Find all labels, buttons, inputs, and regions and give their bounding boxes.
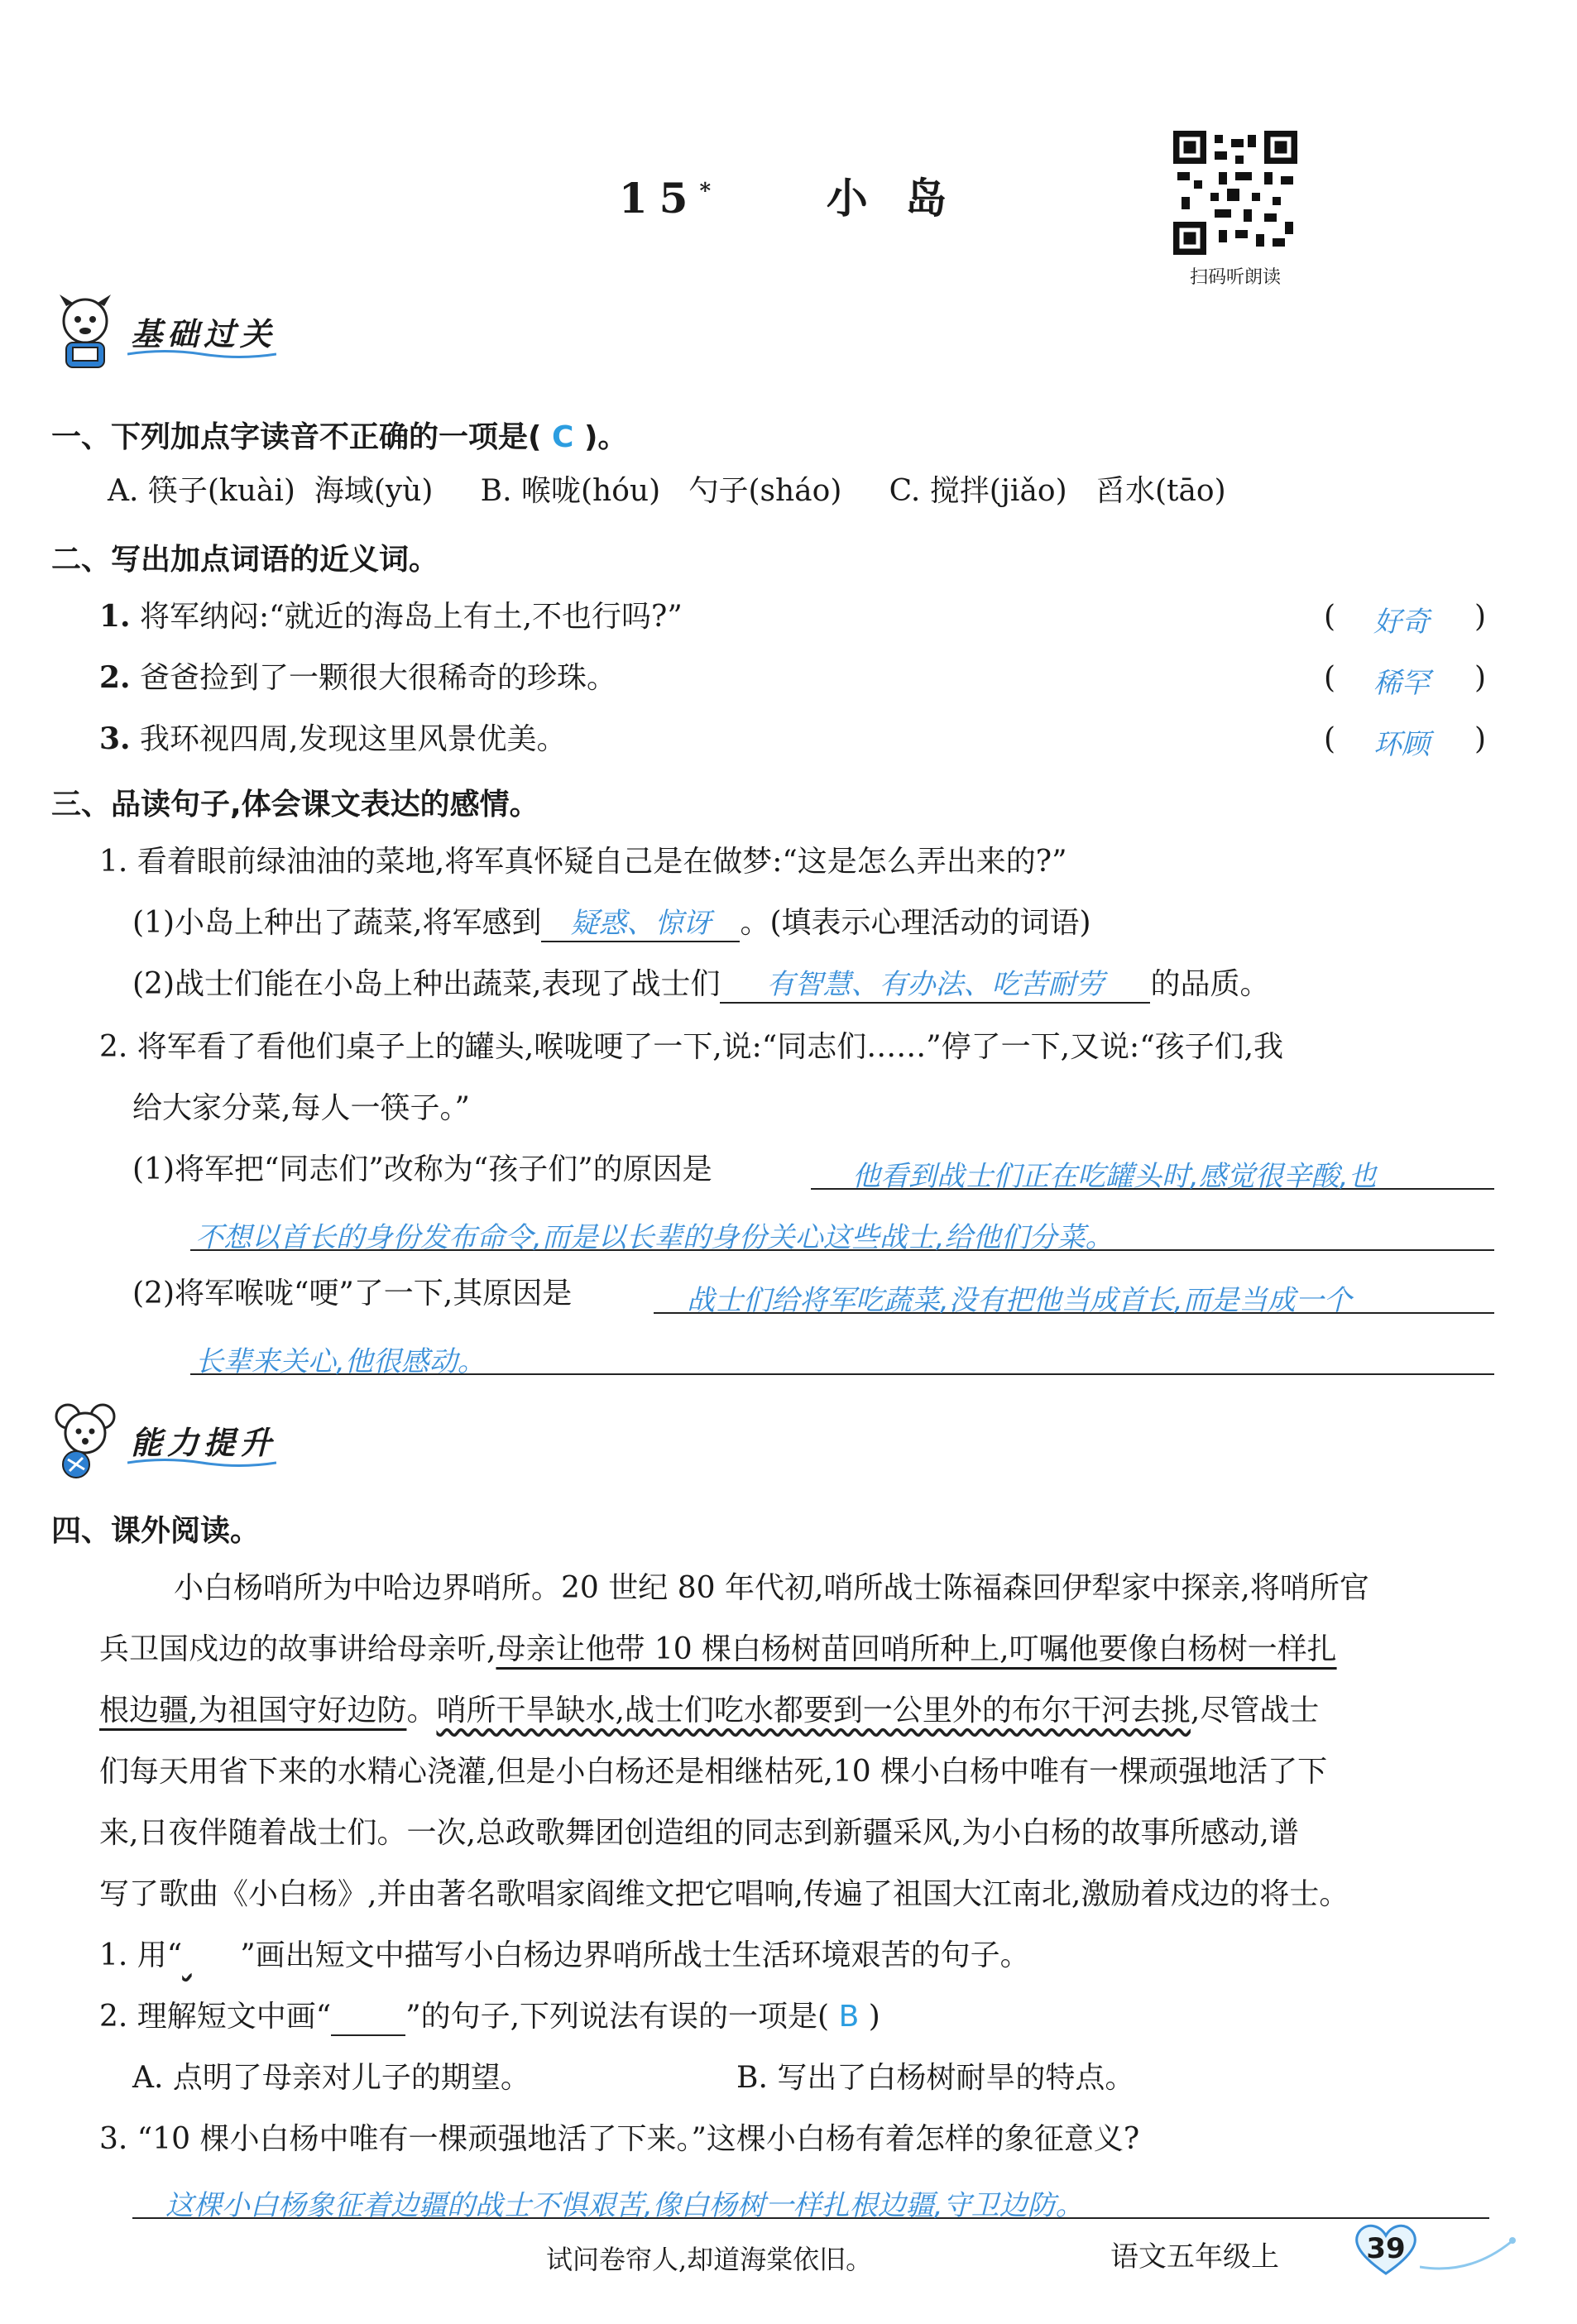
q3-2-2-answer-a: 战士们给将军吃蔬菜,没有把他当成首长,而是当成一个 (687, 1284, 1352, 1317)
q3-1-2-answer: 有智慧、有办法、吃苦耐劳 (766, 968, 1105, 1001)
mascot-goat-icon (48, 290, 122, 372)
section-title-ability: 能力提升 (131, 1424, 277, 1461)
q4-stem: 四、课外阅读。 (51, 1514, 261, 1548)
q2-answer-3: 环顾 (1373, 728, 1430, 761)
q2-answer-2: 稀罕 (1373, 667, 1430, 700)
q2-paren-close: ) (1474, 661, 1487, 695)
lesson-mark: * (699, 179, 723, 204)
q1-answer: C (552, 420, 574, 454)
section-badge-ability (48, 1398, 276, 1481)
footer-swoosh-icon (1420, 2234, 1519, 2275)
passage-line-4: 们每天用省下来的水精心浇灌,但是小白杨还是相继枯死,10 棵小白杨中唯有一棵顽强地活了下 (99, 1755, 1328, 1789)
q3-1-1: (1)小岛上种出了蔬菜,将军感到 疑惑、惊讶 。(填表示心理活动的词语) (132, 905, 1091, 942)
q4-item-1: 1. 用“ ”画出短文中描写小白杨边界哨所战士生活环境艰苦的句子。 (99, 1938, 1030, 1972)
q3-sentence-2a: 2. 将军看了看他们桌子上的罐头,喉咙哽了一下,说:“同志们……”停了一下,又说:“孩子们,我 (99, 1030, 1284, 1064)
passage-line-1: 小白杨哨所为中哈边界哨所。20 世纪 80 年代初,哨所战士陈福森回伊犁家中探亲,将哨所官 (174, 1571, 1369, 1605)
section-underline-icon (127, 348, 276, 360)
lesson-name: 小 岛 (826, 174, 959, 223)
mascot-mouse-icon (48, 1398, 122, 1481)
lesson-title (0, 165, 1577, 225)
q2-item-3: 3. 我环视四周,发现这里风景优美。 (99, 721, 567, 756)
section-underline-icon (127, 1457, 276, 1469)
q3-1-1-answer: 疑惑、惊讶 (570, 907, 712, 940)
q4-item-2-answer: B (838, 2000, 860, 2034)
q3-2-1: (1)将军把“同志们”改称为“孩子们”的原因是 (132, 1152, 712, 1186)
q3-2-2: (2)将军喉咙“哽”了一下,其原因是 (132, 1277, 573, 1311)
q3-sentence-2b: 给大家分菜,每人一筷子。” (132, 1091, 470, 1125)
q2-answer-1: 好奇 (1373, 606, 1430, 639)
q2-paren-close: ) (1474, 722, 1487, 756)
q2-paren-close: ) (1474, 600, 1487, 634)
passage-line-5: 来,日夜伴随着战士们。一次,总政歌舞团创造组的同志到新疆采风,为小白杨的故事所感动,谱 (99, 1816, 1299, 1850)
wavy-underlined-sentence: 哨所干旱缺水,战士们吃水都要到一公里外的布尔干河去挑 (436, 1694, 1191, 1727)
q4-item-3-answer: 这棵小白杨象征着边疆的战士不惧艰苦,像白杨树一样扎根边疆,守卫边防。 (165, 2189, 1084, 2222)
qr-code-icon[interactable] (1173, 131, 1297, 255)
section-badge-basic (48, 290, 276, 372)
passage-line-6: 写了歌曲《小白杨》,并由著名歌唱家阎维文把它唱响,传遍了祖国大江南北,激励着戍边的将士。 (99, 1877, 1349, 1911)
q2-paren-open: ( (1324, 600, 1336, 634)
qr-caption: 扫码听朗读 (1189, 267, 1281, 288)
q2-stem: 二、写出加点词语的近义词。 (51, 543, 439, 577)
q3-2-2-answer-b: 长辈来关心,他很感动。 (195, 1345, 486, 1378)
q1-options: A. 筷子(kuài) 海域(yù) B. 喉咙(hóu) 勺子(sháo) C. 搅拌(jiǎo) 舀水(tāo) (108, 474, 1226, 508)
underlined-sentence: 母亲让他带 10 棵白杨树苗回哨所种上,叮嘱他要像白杨树一样扎 (496, 1632, 1337, 1666)
passage-line-2: 兵卫国戍边的故事讲给母亲听,母亲让他带 10 棵白杨树苗回哨所种上,叮嘱他要像白杨树一样扎 (99, 1632, 1337, 1666)
footer-book: 语文五年级上 (1110, 2240, 1279, 2274)
q2-item-1: 1. 将军纳闷:“就近的海岛上有土,不也行吗?” (99, 599, 683, 634)
q1-stem: 一、下列加点字读音不正确的一项是( C )。 (51, 420, 628, 454)
q3-sentence-1: 1. 看着眼前绿油油的菜地,将军真怀疑自己是在做梦:“这是怎么弄出来的?” (99, 845, 1067, 879)
q4-item-3: 3. “10 棵小白杨中唯有一棵顽强地活了下来。”这棵小白杨有着怎样的象征意义? (99, 2122, 1140, 2156)
footer-quote: 试问卷帘人,却道海棠依旧。 (546, 2244, 873, 2275)
q4-option-a: A. 点明了母亲对儿子的期望。 (132, 2061, 530, 2095)
q3-2-1-answer-a: 他看到战士们正在吃罐头时,感觉很辛酸,也 (852, 1160, 1377, 1193)
q2-item-2: 2. 爸爸捡到了一颗很大很稀奇的珍珠。 (99, 660, 617, 695)
q3-2-1-answer-b: 不想以首长的身份发布命令,而是以长辈的身份关心这些战士,给他们分菜。 (195, 1221, 1114, 1254)
q4-item-2: 2. 理解短文中画“ ”的句子,下列说法有误的一项是( B ) (99, 1999, 880, 2036)
page-number: 39 (1366, 2232, 1406, 2265)
lesson-number: 15 (618, 174, 700, 223)
passage-line-3: 根边疆,为祖国守好边防。哨所干旱缺水,战士们吃水都要到一公里外的布尔干河去挑,尽管战士 (99, 1694, 1320, 1727)
q3-1-2: (2)战士们能在小岛上种出蔬菜,表现了战士们 有智慧、有办法、吃苦耐劳 的品质。 (132, 966, 1269, 1004)
q2-paren-open: ( (1324, 661, 1336, 695)
q3-stem: 三、品读句子,体会课文表达的感情。 (51, 788, 539, 822)
section-title-basic: 基础过关 (131, 315, 277, 352)
q4-option-b: B. 写出了白杨树耐旱的特点。 (736, 2061, 1135, 2095)
q2-paren-open: ( (1324, 722, 1336, 756)
